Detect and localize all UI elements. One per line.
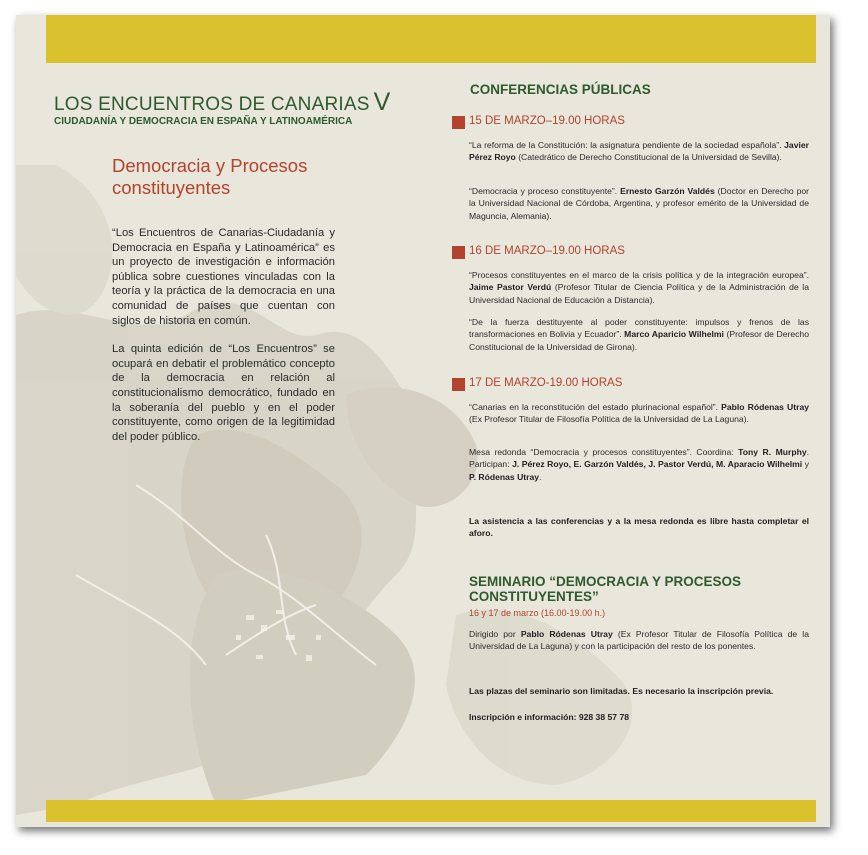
round-table-participant: P. Ródenas Utray — [469, 471, 540, 482]
date-label: 15 DE MARZO–19.00 HORAS — [469, 115, 625, 127]
round-table-entry — [469, 446, 809, 483]
seminar-text: Dirigido por — [469, 629, 521, 639]
round-table-coordinator: Tony R. Murphy — [738, 447, 807, 457]
top-color-band — [46, 15, 816, 63]
round-table-text: y — [802, 459, 809, 470]
series-title-text: LOS ENCUENTROS DE CANARIAS — [54, 94, 370, 115]
series-subtitle: CIUDADANÍA Y DEMOCRACIA EN ESPAÑA Y LATINOAMÉRICA — [54, 116, 353, 127]
date-marker-icon — [452, 378, 465, 391]
seminar-dates: 16 y 17 de marzo (16.00-19.00 h.) — [469, 608, 606, 618]
talk-affiliation: (Profesor Titular de Ciencia Política y de la Administración de la Universidad Nacional de Educación a Distancia). — [469, 282, 809, 305]
talk-title: “La reforma de la Constitución: la asignatura pendiente de la sociedad española”. — [469, 140, 785, 150]
contact-info: Inscripción e información: 928 38 57 78 — [469, 712, 630, 722]
talk-entry — [469, 316, 809, 353]
date-marker-icon — [452, 246, 465, 259]
series-edition-number: V — [373, 88, 391, 116]
talk-title: “Canarias en la reconstitución del estado plurinacional español”. — [469, 402, 722, 412]
main-heading-line-2: constituyentes — [112, 177, 231, 198]
talk-title: “De la fuerza destituyente al poder constituyente: impulsos y frenos de las transformaciones en Bolivia y Ecuador”. — [469, 317, 809, 340]
date-marker-icon — [452, 116, 465, 129]
date-label: 17 DE MARZO-19.00 HORAS — [469, 377, 623, 389]
talk-speaker: Pablo Ródenas Utray — [721, 402, 810, 412]
intro-paragraph: La quinta edición de “Los Encuentros” se ocupará en debatir el problemático concepto de la democracia en relación al constitucionalismo democrático, fundado en la soberanía del pueblo y en el poder constituyente, como origen de la legitimidad del poder público. — [112, 343, 335, 443]
talk-entry — [469, 185, 809, 222]
round-table-participants: J. Pérez Royo, E. Garzón Valdés, J. Pastor Verdú, M. Aparacio Wilhelmi — [512, 459, 803, 470]
intro-text — [112, 226, 335, 458]
seminar-text: (Ex Profesor Titular de Filosofía Política de la Universidad de La Laguna) y con la participación del resto de los ponentes. — [469, 629, 809, 652]
talk-speaker: Jaime Pastor Verdú — [469, 282, 552, 293]
talk-entry — [469, 401, 809, 426]
seminar-description — [469, 628, 809, 653]
talk-affiliation: (Catedrático de Derecho Constitucional de la Universidad de Sevilla). — [515, 152, 782, 163]
round-table-text: . Participan: — [469, 447, 809, 470]
date-label: 16 DE MARZO–19.00 HORAS — [469, 245, 625, 257]
talk-title: “Procesos constituyentes en el marco de la crisis política y de la integración europea”. — [469, 270, 809, 280]
main-heading-line-1: Democracia y Procesos — [112, 155, 308, 176]
main-heading — [112, 155, 362, 199]
talk-affiliation: (Doctor en Derecho por la Universidad Nacional de Córdoba, Argentina, y profesor emérito de la Universidad de Maguncia, Alemania). — [469, 186, 810, 221]
round-table-text: . — [539, 471, 542, 482]
round-table-title: Mesa redonda “Democracia y procesos constituyentes”. Coordina: — [469, 447, 739, 457]
bottom-color-band — [46, 800, 816, 822]
talk-affiliation: (Ex Profesor Titular de Filosofía Política de la Universidad de La Laguna). — [469, 414, 749, 425]
talk-entry — [469, 139, 809, 164]
talk-affiliation: (Profesor de Derecho Constitucional de la Universidad de Girona). — [469, 329, 809, 352]
seminar-title: SEMINARIO “DEMOCRACIA Y PROCESOS CONSTITUYENTES” — [469, 574, 742, 604]
attendance-note: La asistencia a las conferencias y a la mesa redonda es libre hasta completar el aforo. — [469, 516, 809, 539]
talk-speaker: Javier Pérez Royo — [469, 140, 809, 163]
talk-entry — [469, 269, 809, 306]
talk-speaker: Marco Aparicio Wilhelmi — [624, 329, 724, 340]
talk-speaker: Ernesto Garzón Valdés — [620, 186, 715, 196]
seminar-limit-note: Las plazas del seminario son limitadas. Es necesario la inscripción previa. — [469, 686, 774, 696]
brochure-sheet — [16, 15, 830, 827]
seminar-director: Pablo Ródenas Utray — [520, 629, 613, 639]
conferences-title: CONFERENCIAS PÚBLICAS — [470, 82, 651, 97]
talk-title: “Democracia y proceso constituyente”. — [469, 186, 621, 196]
series-title — [54, 88, 390, 117]
intro-paragraph: “Los Encuentros de Canarias-Ciudadanía y Democracia en España y Latinoamérica” es un proyecto de investigación e información pública sobre cuestiones vinculadas con la teoría y la práctica de la democracia en una comunidad de países que cuentan con siglos de historia en común. — [112, 227, 335, 327]
